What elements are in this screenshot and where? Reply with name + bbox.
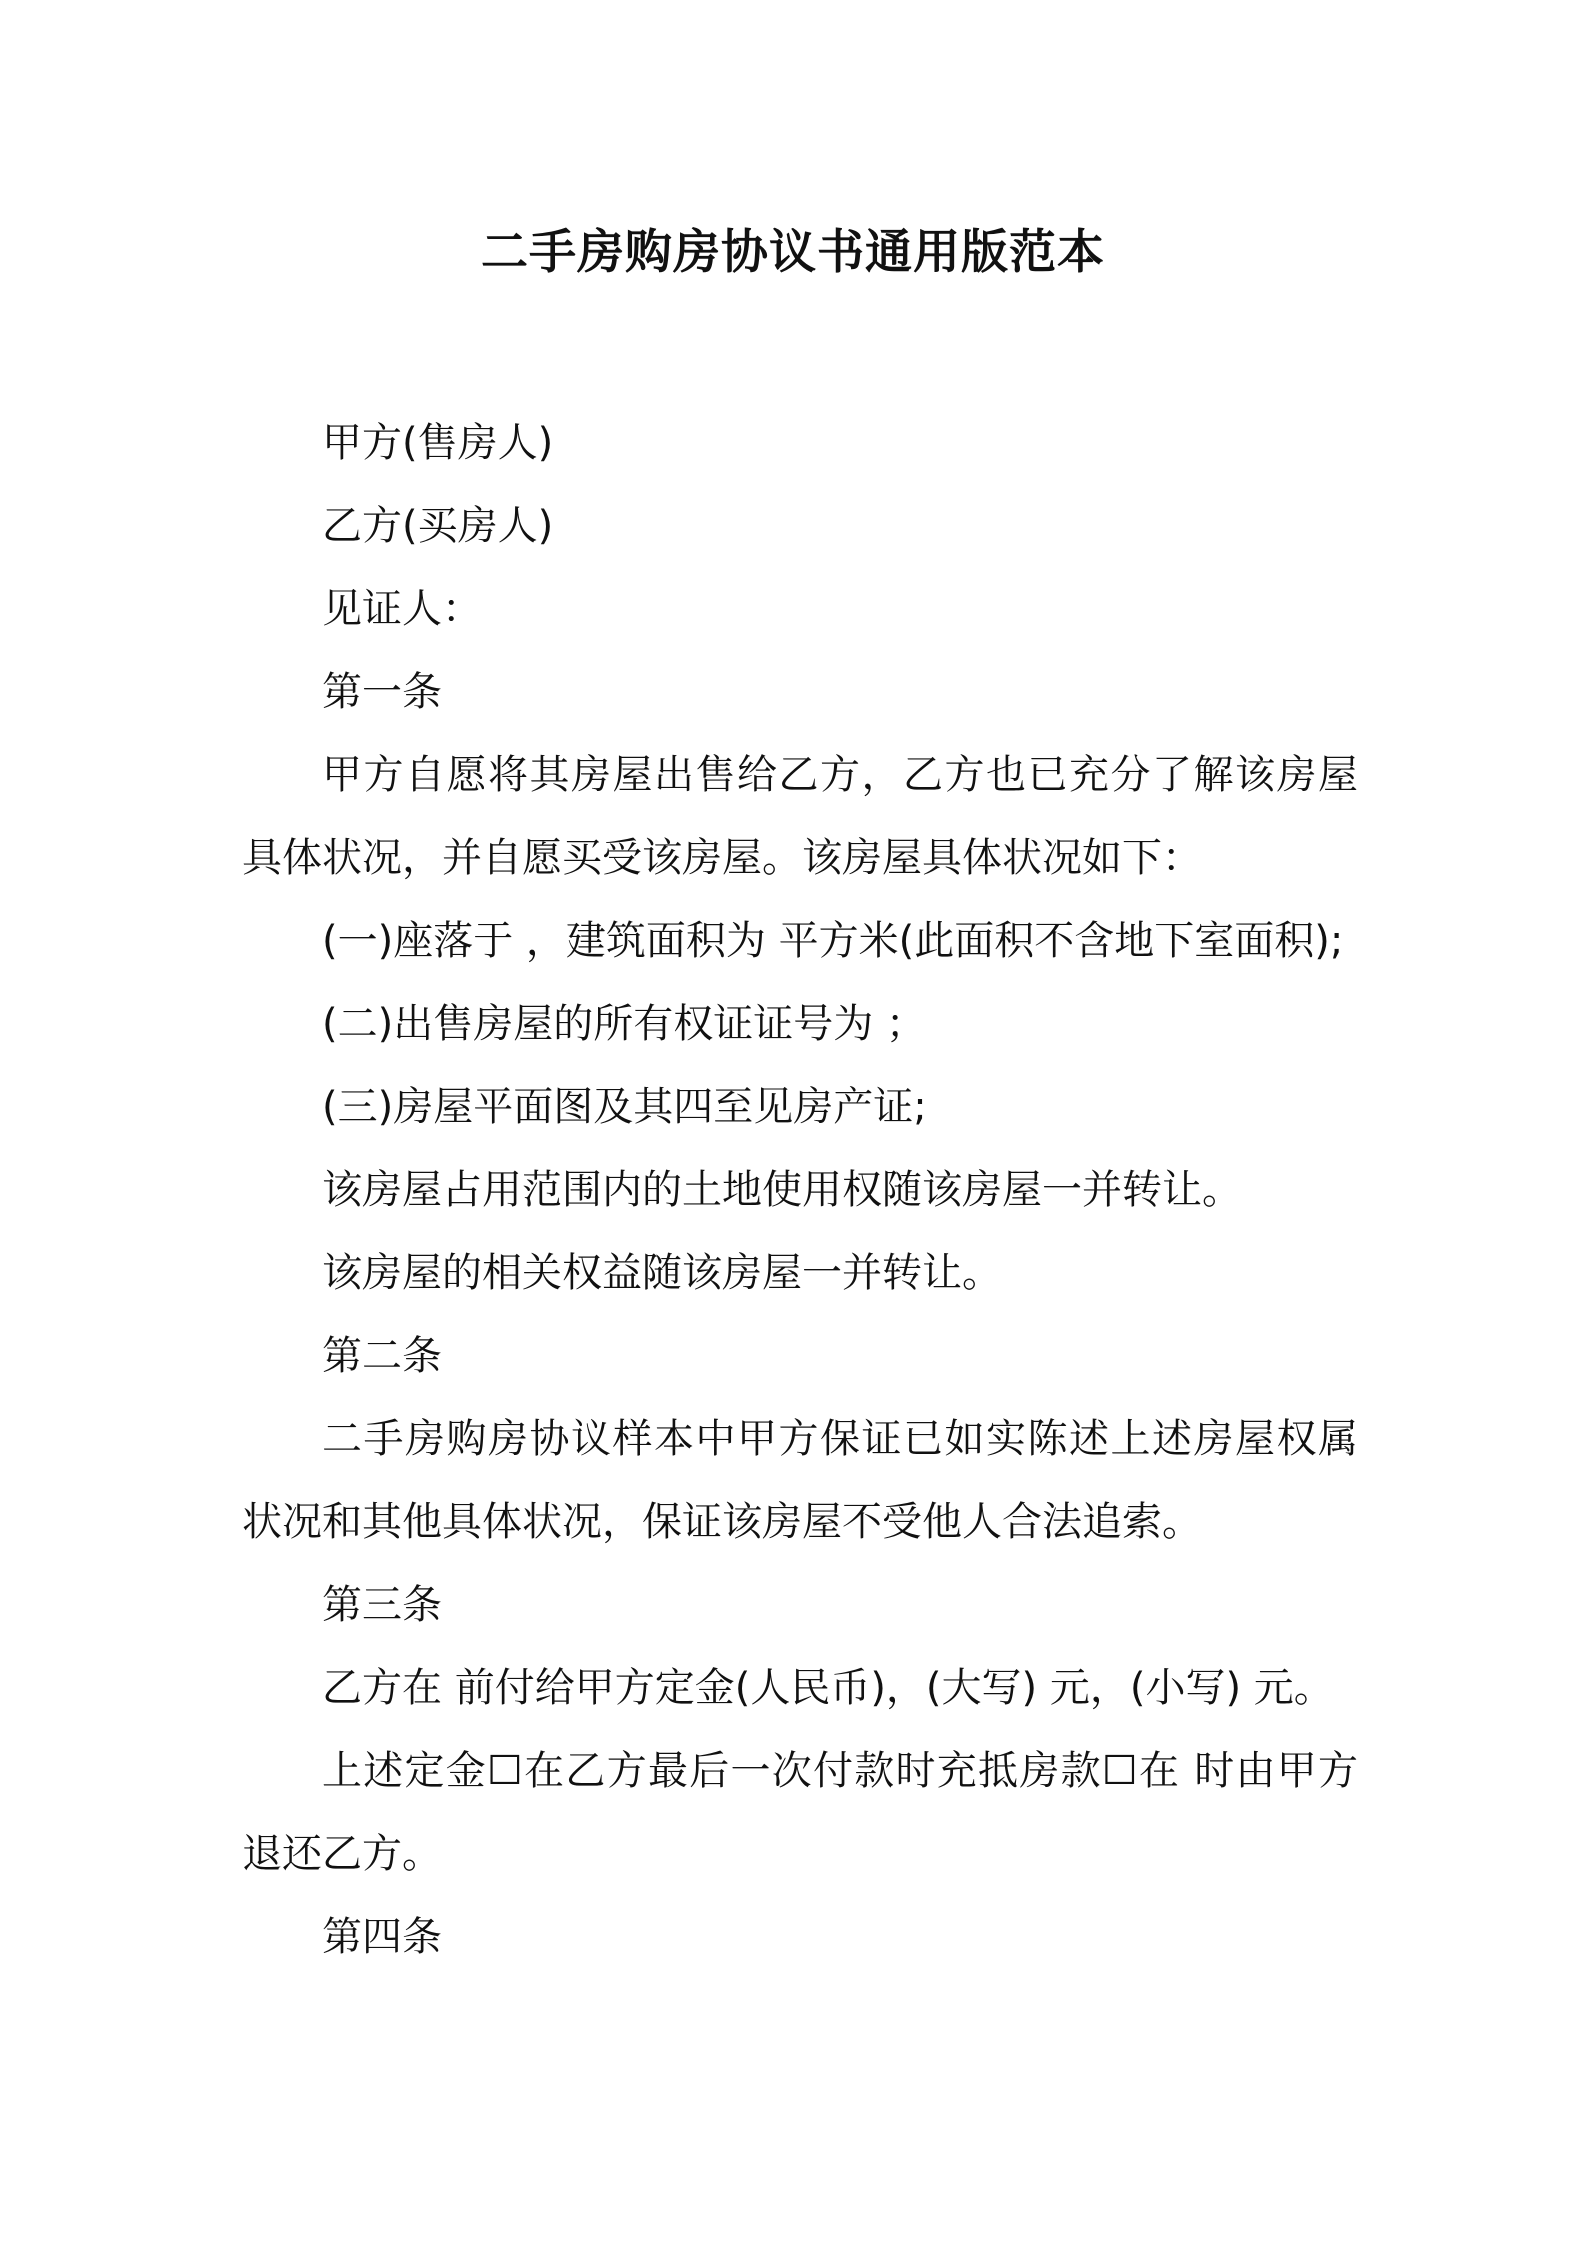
- article-3-heading: 第三条: [322, 1582, 442, 1628]
- article-1-item-2: (二)出售房屋的所有权证证号为 ；: [322, 1001, 926, 1047]
- article-2-paragraph: 二手房购房协议样本中甲方保证已如实陈述上述房屋权属状况和其他具体状况，保证该房屋不受他人合法追索。: [242, 1416, 1358, 1545]
- article-2-heading: 第二条: [322, 1333, 442, 1379]
- party-b-line: 乙方(买房人): [322, 503, 554, 549]
- document-body: [242, 402, 1358, 1979]
- document-title: 二手房购房协议书通用版范本: [481, 225, 1105, 280]
- rights-paragraph: 该房屋的相关权益随该房屋一并转让。: [322, 1250, 1002, 1296]
- article-1-paragraph: 甲方自愿将其房屋出售给乙方，乙方也已充分了解该房屋具体状况，并自愿买受该房屋。该房屋具体状况如下：: [242, 752, 1358, 881]
- article-1-item-3: (三)房屋平面图及其四至见房产证;: [322, 1084, 927, 1130]
- deposit-paragraph: 上述定金☐在乙方最后一次付款时充抵房款☐在 时由甲方退还乙方。: [242, 1748, 1358, 1877]
- article-4-heading: 第四条: [322, 1914, 442, 1960]
- article-1-heading: 第一条: [322, 669, 442, 715]
- witness-line: 见证人：: [322, 586, 482, 632]
- land-use-paragraph: 该房屋占用范围内的土地使用权随该房屋一并转让。: [322, 1167, 1242, 1213]
- article-3-paragraph: 乙方在 前付给甲方定金(人民币)，(大写) 元，(小写) 元。: [322, 1665, 1334, 1711]
- party-a-line: 甲方(售房人): [322, 420, 554, 466]
- article-1-item-1: (一)座落于 ，建筑面积为 平方米(此面积不含地下室面积);: [322, 918, 1344, 964]
